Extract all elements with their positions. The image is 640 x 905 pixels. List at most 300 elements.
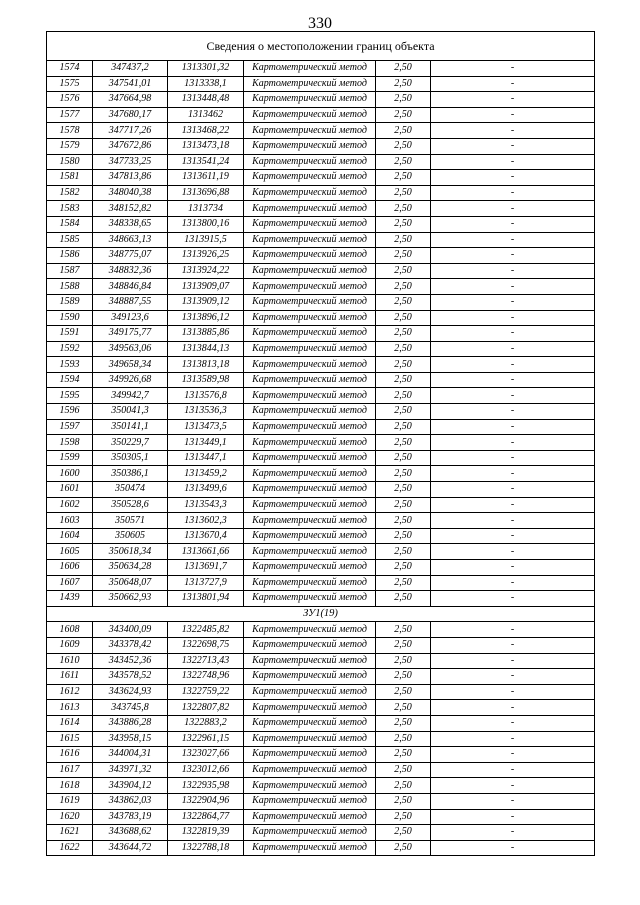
table-row [47, 762, 595, 778]
point-number-cell: 1608 [47, 622, 93, 638]
description-cell: - [431, 372, 595, 388]
y-coordinate-cell: 1313338,1 [168, 76, 244, 92]
table-row [47, 466, 595, 482]
table-row [47, 170, 595, 186]
table-row [47, 216, 595, 232]
table-row [47, 637, 595, 653]
description-cell: - [431, 684, 595, 700]
accuracy-cell: 2,50 [376, 154, 431, 170]
point-number-cell: 1609 [47, 637, 93, 653]
point-number-cell: 1616 [47, 747, 93, 763]
accuracy-cell: 2,50 [376, 123, 431, 139]
y-coordinate-cell: 1313909,12 [168, 294, 244, 310]
description-cell: - [431, 637, 595, 653]
point-number-cell: 1584 [47, 216, 93, 232]
point-number-cell: 1587 [47, 263, 93, 279]
accuracy-cell: 2,50 [376, 357, 431, 373]
point-number-cell: 1604 [47, 528, 93, 544]
y-coordinate-cell: 1313462 [168, 107, 244, 123]
method-cell: Картометрический метод [244, 591, 376, 607]
y-coordinate-cell: 1313602,3 [168, 513, 244, 529]
y-coordinate-cell: 1313536,3 [168, 404, 244, 420]
point-number-cell: 1620 [47, 809, 93, 825]
description-cell: - [431, 154, 595, 170]
x-coordinate-cell: 350528,6 [93, 497, 168, 513]
point-number-cell: 1602 [47, 497, 93, 513]
description-cell: - [431, 715, 595, 731]
accuracy-cell: 2,50 [376, 216, 431, 232]
method-cell: Картометрический метод [244, 653, 376, 669]
method-cell: Картометрический метод [244, 575, 376, 591]
y-coordinate-cell: 1313670,4 [168, 528, 244, 544]
accuracy-cell: 2,50 [376, 170, 431, 186]
table-row [47, 513, 595, 529]
y-coordinate-cell: 1322807,82 [168, 700, 244, 716]
table-row [47, 372, 595, 388]
section-row [47, 606, 595, 622]
y-coordinate-cell: 1313801,94 [168, 591, 244, 607]
accuracy-cell: 2,50 [376, 294, 431, 310]
point-number-cell: 1589 [47, 294, 93, 310]
method-cell: Картометрический метод [244, 372, 376, 388]
table-row [47, 560, 595, 576]
point-number-cell: 1603 [47, 513, 93, 529]
description-cell: - [431, 466, 595, 482]
method-cell: Картометрический метод [244, 123, 376, 139]
accuracy-cell: 2,50 [376, 513, 431, 529]
table-row [47, 388, 595, 404]
point-number-cell: 1614 [47, 715, 93, 731]
table-row [47, 497, 595, 513]
point-number-cell: 1622 [47, 840, 93, 856]
table-row [47, 700, 595, 716]
x-coordinate-cell: 348338,65 [93, 216, 168, 232]
x-coordinate-cell: 349658,34 [93, 357, 168, 373]
description-cell: - [431, 232, 595, 248]
y-coordinate-cell: 1313924,22 [168, 263, 244, 279]
y-coordinate-cell: 1322698,75 [168, 637, 244, 653]
table-row [47, 61, 595, 77]
description-cell: - [431, 341, 595, 357]
x-coordinate-cell: 349123,6 [93, 310, 168, 326]
x-coordinate-cell: 350474 [93, 482, 168, 498]
accuracy-cell: 2,50 [376, 560, 431, 576]
y-coordinate-cell: 1313301,32 [168, 61, 244, 77]
x-coordinate-cell: 350041,3 [93, 404, 168, 420]
point-number-cell: 1601 [47, 482, 93, 498]
accuracy-cell: 2,50 [376, 715, 431, 731]
accuracy-cell: 2,50 [376, 497, 431, 513]
table-row [47, 279, 595, 295]
table-row [47, 248, 595, 264]
accuracy-cell: 2,50 [376, 76, 431, 92]
y-coordinate-cell: 1313589,98 [168, 372, 244, 388]
y-coordinate-cell: 1322904,96 [168, 793, 244, 809]
description-cell: - [431, 731, 595, 747]
point-number-cell: 1615 [47, 731, 93, 747]
table-row [47, 482, 595, 498]
x-coordinate-cell: 343886,28 [93, 715, 168, 731]
table-row [47, 404, 595, 420]
x-coordinate-cell: 349926,68 [93, 372, 168, 388]
table-row [47, 357, 595, 373]
description-cell: - [431, 840, 595, 856]
method-cell: Картометрический метод [244, 669, 376, 685]
description-cell: - [431, 294, 595, 310]
accuracy-cell: 2,50 [376, 575, 431, 591]
x-coordinate-cell: 350634,28 [93, 560, 168, 576]
x-coordinate-cell: 344004,31 [93, 747, 168, 763]
x-coordinate-cell: 347680,17 [93, 107, 168, 123]
y-coordinate-cell: 1313447,1 [168, 450, 244, 466]
accuracy-cell: 2,50 [376, 622, 431, 638]
y-coordinate-cell: 1313449,1 [168, 435, 244, 451]
table-row [47, 123, 595, 139]
method-cell: Картометрический метод [244, 279, 376, 295]
method-cell: Картометрический метод [244, 263, 376, 279]
accuracy-cell: 2,50 [376, 248, 431, 264]
y-coordinate-cell: 1322961,15 [168, 731, 244, 747]
accuracy-cell: 2,50 [376, 326, 431, 342]
description-cell: - [431, 170, 595, 186]
table-row [47, 622, 595, 638]
point-number-cell: 1597 [47, 419, 93, 435]
point-number-cell: 1579 [47, 138, 93, 154]
table-title-row [47, 32, 595, 61]
table-title: Сведения о местоположении границ объекта [47, 32, 595, 61]
table-row [47, 92, 595, 108]
accuracy-cell: 2,50 [376, 778, 431, 794]
x-coordinate-cell: 343904,12 [93, 778, 168, 794]
method-cell: Картометрический метод [244, 341, 376, 357]
accuracy-cell: 2,50 [376, 450, 431, 466]
point-number-cell: 1600 [47, 466, 93, 482]
y-coordinate-cell: 1313468,22 [168, 123, 244, 139]
y-coordinate-cell: 1322819,39 [168, 825, 244, 841]
description-cell: - [431, 544, 595, 560]
x-coordinate-cell: 347541,01 [93, 76, 168, 92]
accuracy-cell: 2,50 [376, 591, 431, 607]
table-row [47, 185, 595, 201]
x-coordinate-cell: 343971,32 [93, 762, 168, 778]
accuracy-cell: 2,50 [376, 762, 431, 778]
x-coordinate-cell: 343624,93 [93, 684, 168, 700]
description-cell: - [431, 107, 595, 123]
description-cell: - [431, 216, 595, 232]
accuracy-cell: 2,50 [376, 700, 431, 716]
method-cell: Картометрический метод [244, 450, 376, 466]
y-coordinate-cell: 1322713,43 [168, 653, 244, 669]
accuracy-cell: 2,50 [376, 372, 431, 388]
accuracy-cell: 2,50 [376, 731, 431, 747]
accuracy-cell: 2,50 [376, 825, 431, 841]
y-coordinate-cell: 1313727,9 [168, 575, 244, 591]
accuracy-cell: 2,50 [376, 669, 431, 685]
description-cell: - [431, 778, 595, 794]
description-cell: - [431, 61, 595, 77]
accuracy-cell: 2,50 [376, 92, 431, 108]
table-row [47, 450, 595, 466]
y-coordinate-cell: 1313459,2 [168, 466, 244, 482]
method-cell: Картометрический метод [244, 185, 376, 201]
point-number-cell: 1585 [47, 232, 93, 248]
table-row [47, 138, 595, 154]
point-number-cell: 1581 [47, 170, 93, 186]
description-cell: - [431, 435, 595, 451]
table-row [47, 419, 595, 435]
point-number-cell: 1580 [47, 154, 93, 170]
accuracy-cell: 2,50 [376, 684, 431, 700]
x-coordinate-cell: 343862,03 [93, 793, 168, 809]
y-coordinate-cell: 1313909,07 [168, 279, 244, 295]
table-row [47, 232, 595, 248]
table-row [47, 825, 595, 841]
x-coordinate-cell: 350618,34 [93, 544, 168, 560]
point-number-cell: 1599 [47, 450, 93, 466]
x-coordinate-cell: 350571 [93, 513, 168, 529]
point-number-cell: 1607 [47, 575, 93, 591]
point-number-cell: 1586 [47, 248, 93, 264]
method-cell: Картометрический метод [244, 840, 376, 856]
y-coordinate-cell: 1313734 [168, 201, 244, 217]
method-cell: Картометрический метод [244, 232, 376, 248]
description-cell: - [431, 653, 595, 669]
x-coordinate-cell: 343745,8 [93, 700, 168, 716]
y-coordinate-cell: 1323027,66 [168, 747, 244, 763]
table-row [47, 310, 595, 326]
description-cell: - [431, 669, 595, 685]
description-cell: - [431, 497, 595, 513]
x-coordinate-cell: 343644,72 [93, 840, 168, 856]
x-coordinate-cell: 343783,19 [93, 809, 168, 825]
method-cell: Картометрический метод [244, 294, 376, 310]
accuracy-cell: 2,50 [376, 653, 431, 669]
accuracy-cell: 2,50 [376, 793, 431, 809]
point-number-cell: 1618 [47, 778, 93, 794]
point-number-cell: 1613 [47, 700, 93, 716]
table-row [47, 809, 595, 825]
accuracy-cell: 2,50 [376, 482, 431, 498]
y-coordinate-cell: 1322759,22 [168, 684, 244, 700]
table-row [47, 653, 595, 669]
y-coordinate-cell: 1313541,24 [168, 154, 244, 170]
table-row [47, 154, 595, 170]
x-coordinate-cell: 349563,06 [93, 341, 168, 357]
x-coordinate-cell: 343378,42 [93, 637, 168, 653]
description-cell: - [431, 248, 595, 264]
point-number-cell: 1610 [47, 653, 93, 669]
description-cell: - [431, 793, 595, 809]
page-number: 330 [308, 15, 332, 32]
x-coordinate-cell: 343688,62 [93, 825, 168, 841]
method-cell: Картометрический метод [244, 388, 376, 404]
method-cell: Картометрический метод [244, 684, 376, 700]
y-coordinate-cell: 1313611,19 [168, 170, 244, 186]
method-cell: Картометрический метод [244, 248, 376, 264]
point-number-cell: 1590 [47, 310, 93, 326]
y-coordinate-cell: 1313696,88 [168, 185, 244, 201]
accuracy-cell: 2,50 [376, 840, 431, 856]
y-coordinate-cell: 1322883,2 [168, 715, 244, 731]
description-cell: - [431, 560, 595, 576]
description-cell: - [431, 92, 595, 108]
accuracy-cell: 2,50 [376, 388, 431, 404]
description-cell: - [431, 513, 595, 529]
x-coordinate-cell: 348152,82 [93, 201, 168, 217]
accuracy-cell: 2,50 [376, 279, 431, 295]
method-cell: Картометрический метод [244, 419, 376, 435]
table-row [47, 201, 595, 217]
method-cell: Картометрический метод [244, 357, 376, 373]
method-cell: Картометрический метод [244, 170, 376, 186]
description-cell: - [431, 138, 595, 154]
point-number-cell: 1619 [47, 793, 93, 809]
table-row [47, 263, 595, 279]
accuracy-cell: 2,50 [376, 138, 431, 154]
method-cell: Картометрический метод [244, 778, 376, 794]
table-row [47, 778, 595, 794]
point-number-cell: 1439 [47, 591, 93, 607]
x-coordinate-cell: 348040,38 [93, 185, 168, 201]
table-row [47, 591, 595, 607]
y-coordinate-cell: 1313691,7 [168, 560, 244, 576]
description-cell: - [431, 123, 595, 139]
y-coordinate-cell: 1322485,82 [168, 622, 244, 638]
x-coordinate-cell: 343452,36 [93, 653, 168, 669]
y-coordinate-cell: 1322788,18 [168, 840, 244, 856]
point-number-cell: 1621 [47, 825, 93, 841]
y-coordinate-cell: 1322748,96 [168, 669, 244, 685]
table-row [47, 669, 595, 685]
method-cell: Картометрический метод [244, 216, 376, 232]
point-number-cell: 1592 [47, 341, 93, 357]
y-coordinate-cell: 1313448,48 [168, 92, 244, 108]
accuracy-cell: 2,50 [376, 232, 431, 248]
method-cell: Картометрический метод [244, 622, 376, 638]
description-cell: - [431, 591, 595, 607]
description-cell: - [431, 809, 595, 825]
accuracy-cell: 2,50 [376, 466, 431, 482]
x-coordinate-cell: 350648,07 [93, 575, 168, 591]
method-cell: Картометрический метод [244, 154, 376, 170]
table-row [47, 747, 595, 763]
table-row [47, 544, 595, 560]
y-coordinate-cell: 1313661,66 [168, 544, 244, 560]
x-coordinate-cell: 348775,07 [93, 248, 168, 264]
method-cell: Картометрический метод [244, 404, 376, 420]
table-row [47, 294, 595, 310]
method-cell: Картометрический метод [244, 92, 376, 108]
point-number-cell: 1575 [47, 76, 93, 92]
x-coordinate-cell: 350386,1 [93, 466, 168, 482]
y-coordinate-cell: 1313844,13 [168, 341, 244, 357]
y-coordinate-cell: 1313499,6 [168, 482, 244, 498]
method-cell: Картометрический метод [244, 793, 376, 809]
point-number-cell: 1576 [47, 92, 93, 108]
point-number-cell: 1595 [47, 388, 93, 404]
method-cell: Картометрический метод [244, 326, 376, 342]
x-coordinate-cell: 348887,55 [93, 294, 168, 310]
x-coordinate-cell: 347664,98 [93, 92, 168, 108]
description-cell: - [431, 419, 595, 435]
accuracy-cell: 2,50 [376, 747, 431, 763]
description-cell: - [431, 482, 595, 498]
accuracy-cell: 2,50 [376, 544, 431, 560]
method-cell: Картометрический метод [244, 497, 376, 513]
description-cell: - [431, 747, 595, 763]
y-coordinate-cell: 1313473,18 [168, 138, 244, 154]
y-coordinate-cell: 1322935,98 [168, 778, 244, 794]
table-body [47, 32, 595, 856]
method-cell: Картометрический метод [244, 310, 376, 326]
point-number-cell: 1574 [47, 61, 93, 77]
y-coordinate-cell: 1313915,5 [168, 232, 244, 248]
method-cell: Картометрический метод [244, 482, 376, 498]
description-cell: - [431, 388, 595, 404]
description-cell: - [431, 404, 595, 420]
description-cell: - [431, 622, 595, 638]
method-cell: Картометрический метод [244, 76, 376, 92]
x-coordinate-cell: 349175,77 [93, 326, 168, 342]
point-number-cell: 1583 [47, 201, 93, 217]
table-row [47, 107, 595, 123]
point-number-cell: 1588 [47, 279, 93, 295]
y-coordinate-cell: 1313800,16 [168, 216, 244, 232]
x-coordinate-cell: 350605 [93, 528, 168, 544]
x-coordinate-cell: 348846,84 [93, 279, 168, 295]
method-cell: Картометрический метод [244, 715, 376, 731]
method-cell: Картометрический метод [244, 731, 376, 747]
x-coordinate-cell: 347733,25 [93, 154, 168, 170]
accuracy-cell: 2,50 [376, 185, 431, 201]
y-coordinate-cell: 1313473,5 [168, 419, 244, 435]
point-number-cell: 1605 [47, 544, 93, 560]
x-coordinate-cell: 343400,09 [93, 622, 168, 638]
table-row [47, 326, 595, 342]
method-cell: Картометрический метод [244, 61, 376, 77]
x-coordinate-cell: 349942,7 [93, 388, 168, 404]
method-cell: Картометрический метод [244, 700, 376, 716]
method-cell: Картометрический метод [244, 747, 376, 763]
y-coordinate-cell: 1322864,77 [168, 809, 244, 825]
x-coordinate-cell: 347437,2 [93, 61, 168, 77]
accuracy-cell: 2,50 [376, 419, 431, 435]
description-cell: - [431, 825, 595, 841]
x-coordinate-cell: 348663,13 [93, 232, 168, 248]
description-cell: - [431, 528, 595, 544]
description-cell: - [431, 450, 595, 466]
y-coordinate-cell: 1313576,8 [168, 388, 244, 404]
method-cell: Картометрический метод [244, 138, 376, 154]
accuracy-cell: 2,50 [376, 435, 431, 451]
description-cell: - [431, 310, 595, 326]
point-number-cell: 1606 [47, 560, 93, 576]
description-cell: - [431, 575, 595, 591]
method-cell: Картометрический метод [244, 809, 376, 825]
accuracy-cell: 2,50 [376, 310, 431, 326]
point-number-cell: 1612 [47, 684, 93, 700]
accuracy-cell: 2,50 [376, 201, 431, 217]
table-row [47, 793, 595, 809]
coordinates-sheet [46, 31, 594, 856]
description-cell: - [431, 201, 595, 217]
method-cell: Картометрический метод [244, 201, 376, 217]
boundary-coordinates-table [46, 31, 595, 856]
method-cell: Картометрический метод [244, 466, 376, 482]
y-coordinate-cell: 1313885,86 [168, 326, 244, 342]
table-row [47, 435, 595, 451]
description-cell: - [431, 185, 595, 201]
